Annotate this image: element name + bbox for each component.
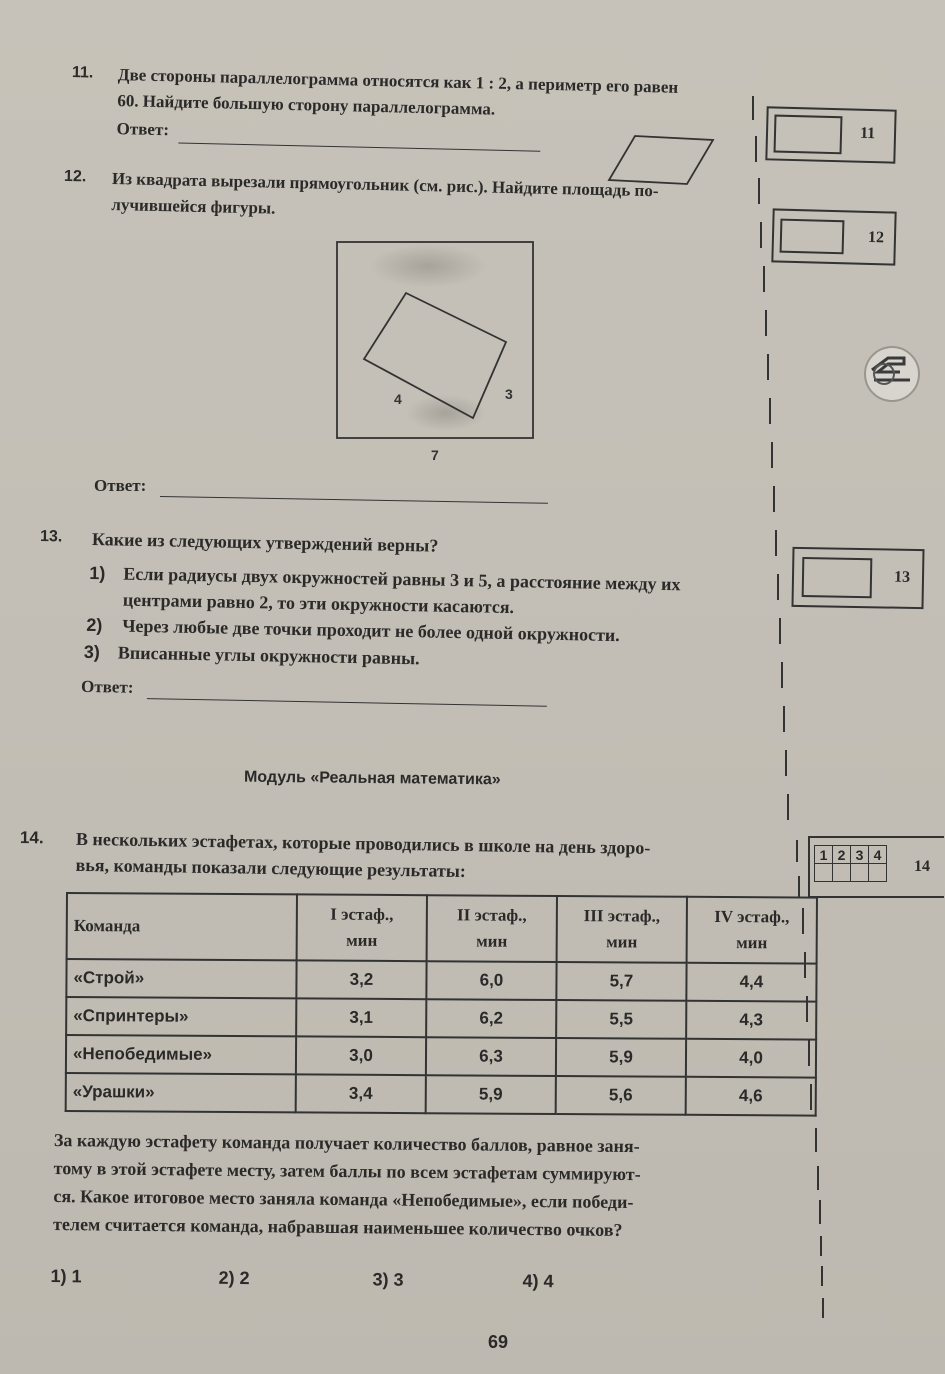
- option-3: 3) 3: [372, 1269, 404, 1290]
- figure-label-7: 7: [431, 447, 439, 463]
- answer-box-11: [765, 106, 896, 163]
- table-row: [66, 997, 816, 1040]
- answer-box-13: [791, 547, 924, 609]
- question-text-line: телем считается команда, набравшая наименьшее количество очков?: [52, 1214, 623, 1240]
- header-unit: мин: [346, 930, 378, 950]
- square-with-cutout-figure: [328, 238, 540, 468]
- table-cell: 4,4: [686, 963, 816, 1002]
- question-text-line: За каждую эстафету команда получает количество баллов, равное заня-: [53, 1130, 640, 1157]
- question-number: 13.: [39, 528, 63, 546]
- binder-ring-icon: [854, 344, 924, 404]
- table-cell: 5,9: [426, 1075, 556, 1114]
- statement-number: 3): [83, 641, 101, 663]
- answer-entry-field: [780, 219, 845, 255]
- table-row: [66, 1035, 816, 1078]
- answer-box-number: 14: [914, 858, 930, 875]
- table-cell: 3,2: [296, 960, 426, 999]
- table-row: [66, 1073, 816, 1116]
- grid-label: 4: [869, 846, 887, 864]
- table-cell: 5,9: [556, 1038, 686, 1077]
- grid-label: 1: [815, 846, 833, 864]
- table-cell: 4,0: [686, 1039, 816, 1078]
- answer-entry-field: [774, 115, 843, 155]
- figure-label-3: 3: [505, 386, 513, 402]
- question-text-line: В нескольких эстафетах, которые проводились в школе на день здоро-: [75, 828, 651, 858]
- table-cell: 3,4: [296, 1074, 426, 1113]
- table-header-cell: [557, 896, 687, 963]
- statement-number: 2): [86, 614, 103, 636]
- answer-box-12: [771, 208, 896, 265]
- header-label: I эстаф.,: [330, 904, 394, 925]
- grid-entry-cell: [869, 864, 887, 882]
- table-cell: 5,5: [556, 1000, 686, 1039]
- table-cell: 5,7: [556, 962, 686, 1001]
- answer-box-number: 11: [859, 124, 876, 143]
- grid-entry-row: [815, 864, 887, 882]
- answer-entry-field: [802, 557, 873, 598]
- statement-number: 1): [89, 562, 106, 584]
- answer-label: Ответ:: [116, 119, 170, 140]
- option-1: 1) 1: [50, 1265, 82, 1287]
- statement-text: центрами равно 2, то эти окружности касаются.: [122, 589, 515, 618]
- question-number: 11.: [71, 64, 94, 82]
- answer-line: [178, 142, 540, 151]
- header-unit: мин: [606, 932, 638, 952]
- answer-box-number: 13: [893, 568, 911, 586]
- answer-grid-14: [814, 845, 887, 882]
- table-cell: 3,0: [296, 1036, 426, 1075]
- statement-text: Вписанные углы окружности равны.: [117, 642, 420, 669]
- grid-entry-cell: [851, 864, 869, 882]
- header-unit: мин: [736, 933, 768, 953]
- table-cell: 5,6: [556, 1076, 686, 1115]
- header-label: III эстаф.,: [583, 906, 661, 926]
- table-row: [66, 959, 816, 1002]
- parallelogram-figure: [605, 128, 715, 188]
- table-header-cell: [427, 895, 557, 962]
- question-text-line: вья, команды показали следующие результаты:: [75, 854, 467, 882]
- header-label: Команда: [73, 916, 141, 936]
- table-cell: 4,6: [686, 1077, 816, 1116]
- question-text-line: Две стороны параллелограмма относятся как 1 : 2, а периметр его равен: [117, 65, 679, 97]
- team-name-cell: «Непобедимые»: [66, 1035, 296, 1074]
- table-header-cell: [297, 894, 427, 961]
- question-text-line: Из квадрата вырезали прямоугольник (см. рис.). Найдите площадь по-: [111, 168, 659, 201]
- question-number: 12.: [63, 167, 87, 186]
- grid-label: 2: [833, 846, 851, 864]
- option-2: 2) 2: [218, 1267, 250, 1289]
- grid-entry-cell: [833, 864, 851, 882]
- team-name-cell: «Строй»: [66, 959, 296, 998]
- answer-label: Ответ:: [94, 476, 147, 495]
- table-header-row: [67, 893, 817, 964]
- question-text-line: 60. Найдите большую сторону параллелограмма.: [117, 91, 496, 119]
- header-label: II эстаф.,: [456, 905, 527, 925]
- header-unit: мин: [476, 931, 508, 951]
- question-text: Какие из следующих утверждений верны?: [91, 529, 439, 556]
- table-header-cell: [67, 893, 297, 960]
- grid-entry-cell: [815, 864, 833, 882]
- page-number: 69: [488, 1332, 509, 1352]
- statement-text: Через любые две точки проходит не более одной окружности.: [122, 615, 620, 646]
- results-table: [65, 892, 818, 1117]
- table-header-cell: [687, 897, 817, 964]
- grid-label: 3: [851, 846, 869, 864]
- figure-label-4: 4: [394, 391, 402, 407]
- table-cell: 6,2: [426, 999, 556, 1038]
- question-text-line: лучившейся фигуры.: [111, 194, 276, 218]
- table-cell: 6,3: [426, 1037, 556, 1076]
- statement-text: Если радиусы двух окружностей равны 3 и 5, а расстояние между их: [123, 563, 681, 595]
- answer-line: [147, 698, 547, 707]
- module-title: Модуль «Реальная математика»: [243, 768, 501, 789]
- team-name-cell: «Спринтеры»: [66, 997, 296, 1036]
- question-text-line: тому в этой эстафете месту, затем баллы по всем эстафетам суммируют-: [53, 1158, 641, 1185]
- option-4: 4) 4: [522, 1270, 554, 1292]
- answer-label: Ответ:: [80, 676, 134, 697]
- table-cell: 6,0: [426, 961, 556, 1000]
- table-cell: 4,3: [686, 1001, 816, 1040]
- answer-line: [160, 496, 548, 504]
- question-text-line: ся. Какое итоговое место заняла команда «Непобедимые», если победи-: [53, 1186, 634, 1213]
- grid-label-row: [815, 846, 887, 864]
- table-cell: 3,1: [296, 998, 426, 1037]
- team-name-cell: «Урашки»: [66, 1073, 296, 1112]
- header-label: IV эстаф.,: [714, 906, 790, 927]
- answer-box-number: 12: [867, 228, 885, 247]
- question-number: 14.: [19, 828, 44, 848]
